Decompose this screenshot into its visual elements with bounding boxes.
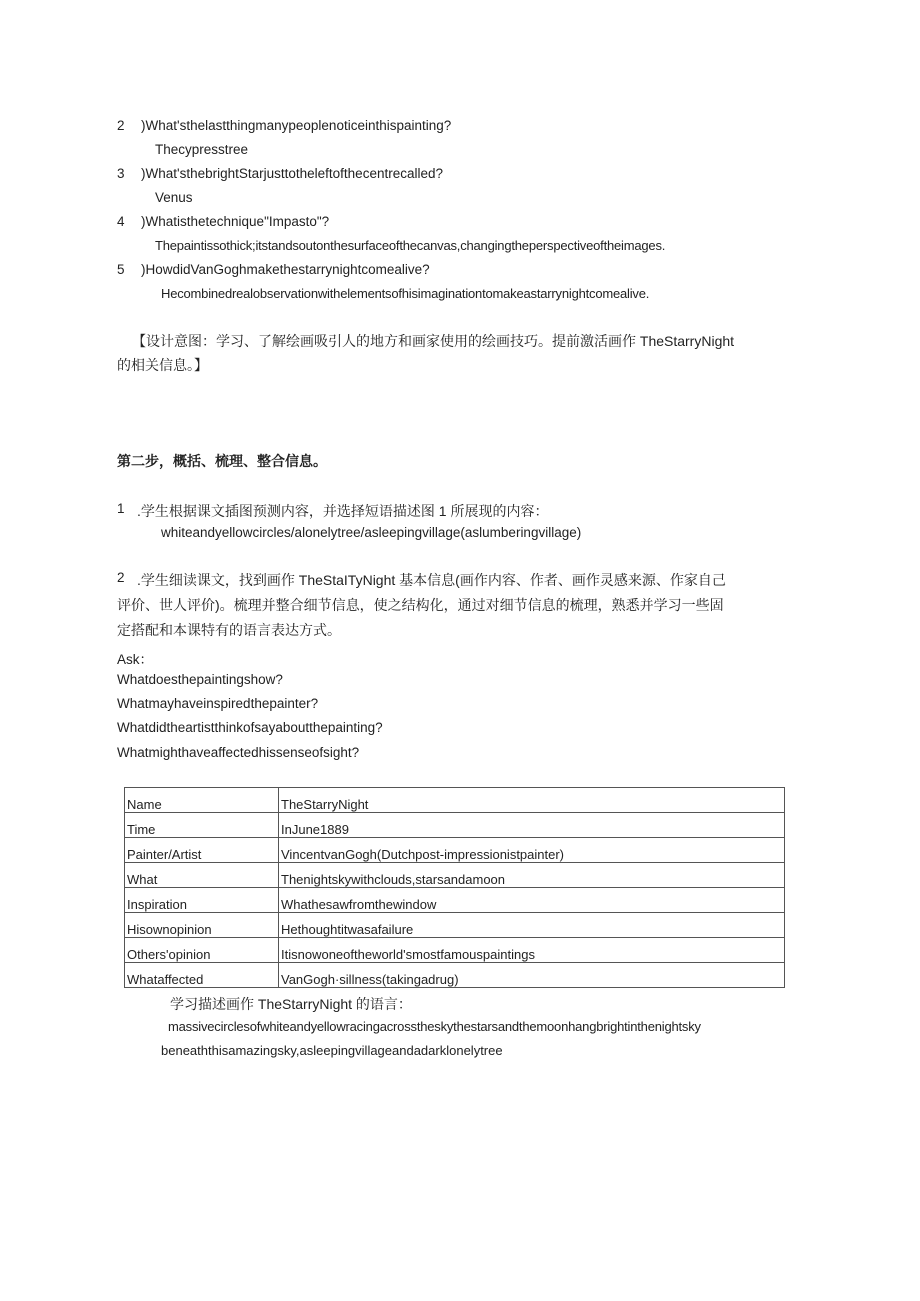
ask-question: Whatdoesthepaintingshow? <box>117 672 283 687</box>
ask-question: Whatdidtheartistthinkofsayaboutthepainting? <box>117 720 383 735</box>
painting-info-table <box>124 787 785 988</box>
table-row <box>125 813 785 838</box>
ask-question: Whatmayhaveinspiredthepainter? <box>117 696 319 711</box>
table-value: VanGogh·sillness(takingadrug) <box>279 963 785 988</box>
item2-line2: 评价、世人评价)。梳理并整合细节信息，使之结构化，通过对细节信息的梳理，熟悉并学习一些固 <box>117 597 724 613</box>
table-row <box>125 938 785 963</box>
language-line2: beneaththisamazingsky,asleepingvillageandadarklonelytree <box>161 1043 503 1058</box>
table-row <box>125 913 785 938</box>
question-answer: Hecombinedrealobservationwithelementsofhisimaginationtomakeastarrynightcomealive. <box>161 286 650 301</box>
table-value: VincentvanGogh(Dutchpost-impressionistpainter) <box>279 838 785 863</box>
table-key: Painter/Artist <box>125 838 279 863</box>
language-label: 学习描述画作 TheStarryNight 的语言： <box>170 996 412 1012</box>
table-value: InJune1889 <box>279 813 785 838</box>
item1-phrases: whiteandyellowcircles/alonelytree/asleepingvillage(aslumberingvillage) <box>161 525 582 540</box>
table-key: Name <box>125 788 279 813</box>
item1-number: 1 <box>117 501 125 516</box>
table-row <box>125 963 785 988</box>
question-text: )What'sthebrightStarjusttotheleftofthecentrecalled? <box>141 166 443 181</box>
question-answer: Thecypresstree <box>155 142 249 157</box>
item1-text: .学生根据课文插图预测内容，并选择短语描述图 1 所展现的内容： <box>137 503 549 519</box>
question-number: 4 <box>117 214 125 229</box>
question-answer: Venus <box>155 190 193 205</box>
item2-line1: .学生细读课文，找到画作 TheStaITyNight 基本信息(画作内容、作者、画作灵感来源、作家自己 <box>137 572 726 588</box>
table-row <box>125 788 785 813</box>
step2-heading: 第二步，概括、梳理、整合信息。 <box>117 453 327 469</box>
item2-line3: 定搭配和本课特有的语言表达方式。 <box>117 622 341 638</box>
question-answer: Thepaintissothick;itstandsoutonthesurfaceofthecanvas,changingtheperspectiveoftheimages. <box>155 238 666 253</box>
table-key: Whataffected <box>125 963 279 988</box>
table-value: Thenightskywithclouds,starsandamoon <box>279 863 785 888</box>
language-line1: massivecirclesofwhiteandyellowracingacrosstheskythestarsandthemoonhangbrightinthenightsky <box>168 1019 701 1034</box>
table-key: Inspiration <box>125 888 279 913</box>
table-value: TheStarryNight <box>279 788 785 813</box>
table-row <box>125 888 785 913</box>
ask-question: Whatmighthaveaffectedhissenseofsight? <box>117 745 360 760</box>
table-key: Hisownopinion <box>125 913 279 938</box>
question-text: )HowdidVanGoghmakethestarrynightcomealive? <box>141 262 430 277</box>
table-key: What <box>125 863 279 888</box>
question-number: 5 <box>117 262 125 277</box>
question-number: 3 <box>117 166 125 181</box>
table-value: Whathesawfromthewindow <box>279 888 785 913</box>
table-key: Others'opinion <box>125 938 279 963</box>
design-intent-line2: 的相关信息。】 <box>117 357 208 373</box>
design-intent-line1: 【设计意图：学习、了解绘画吸引人的地方和画家使用的绘画技巧。提前激活画作 TheStarryNight <box>132 333 735 349</box>
question-text: )What'sthelastthingmanypeoplenoticeinthispainting? <box>141 118 452 133</box>
item2-number: 2 <box>117 570 125 585</box>
table-row <box>125 863 785 888</box>
table-value: Itisnowoneoftheworld'smostfamouspaintings <box>279 938 785 963</box>
ask-label: Ask： <box>117 652 154 667</box>
question-text: )Whatisthetechnique"Impasto"? <box>141 214 330 229</box>
table-value: Hethoughtitwasafailure <box>279 913 785 938</box>
table-row <box>125 838 785 863</box>
question-number: 2 <box>117 118 125 133</box>
table-key: Time <box>125 813 279 838</box>
